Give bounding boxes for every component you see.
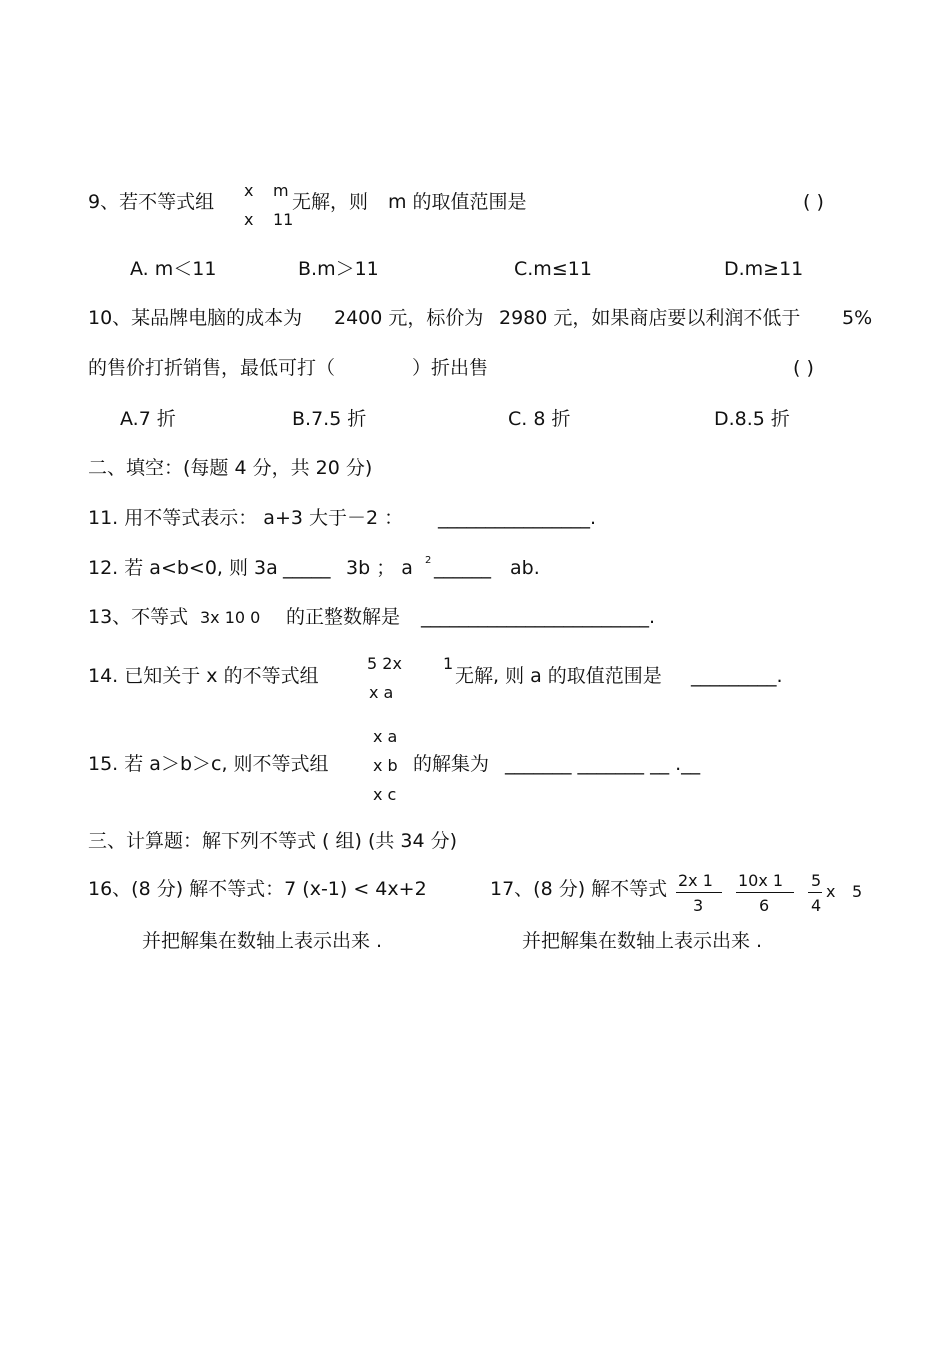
q9-option-c: C.m≤11: [514, 258, 592, 280]
q15-text-a: 15. 若 a＞b＞c, 则不等式组: [88, 753, 329, 775]
q9-answer-paren: ( ): [803, 191, 824, 213]
q13-inequality: 3x 10 0: [200, 608, 261, 627]
q17-fraction-2-numerator: 10x 1: [738, 871, 784, 890]
q10-option-b: B.7.5 折: [292, 408, 367, 430]
q10-option-a: A.7 折: [120, 408, 176, 430]
q14-answer-blank[interactable]: _________.: [691, 665, 783, 687]
q13-answer-blank[interactable]: ________________________.: [421, 606, 656, 628]
q10-option-c: C. 8 折: [508, 408, 571, 430]
q10-line2: 的售价打折销售，最低可打（: [88, 357, 336, 379]
q15-system-row3: x c: [373, 785, 397, 804]
q17-fraction-3-numerator: 5: [811, 871, 822, 890]
q14-system-row1-sup: 1: [443, 654, 454, 673]
q10-cost: 2400 元，标价为: [334, 307, 484, 329]
q10-answer-paren: ( ): [793, 357, 814, 379]
q10-line2-end: ）折出售: [412, 357, 489, 379]
q17-fraction-3-denominator: 4: [811, 896, 822, 915]
q11-answer-blank[interactable]: ________________.: [438, 507, 597, 529]
section-3-heading: 三、计算题：解下列不等式 ( 组) (共 34 分): [88, 830, 458, 852]
q11-text: 11. 用不等式表示： a+3 大于－2 ：: [88, 507, 404, 529]
q12-blank-2[interactable]: ______: [434, 557, 491, 579]
q14-text-a: 14. 已知关于 x 的不等式组: [88, 665, 319, 687]
q17-fraction-1-bar: [676, 892, 722, 893]
q14-system-row1: 5 2x: [367, 654, 402, 673]
q17-fraction-2-bar: [736, 892, 794, 893]
q15-text-b: 的解集为: [413, 753, 490, 775]
q12-blank-1[interactable]: _____: [283, 557, 331, 579]
q17-variable-x: x: [826, 882, 836, 901]
q9-range-text: m 的取值范围是: [388, 191, 527, 213]
q16-subtext: 并把解集在数轴上表示出来 .: [142, 930, 383, 952]
q12-text-c: ab.: [510, 557, 540, 579]
q10-price: 2980 元，如果商店要以利润不低于: [499, 307, 801, 329]
q9-system-m: m: [273, 181, 289, 200]
q15-answer-blank[interactable]: _______ _______ __ .__: [505, 753, 701, 775]
q17-text: 17、(8 分) 解不等式: [490, 878, 668, 900]
q10-percent: 5%: [842, 307, 873, 329]
q9-system-11: 11: [273, 210, 294, 229]
q9-option-d: D.m≥11: [724, 258, 804, 280]
q9-stem: 9、若不等式组: [88, 191, 215, 213]
q9-option-b: B.m＞11: [298, 258, 379, 280]
q17-constant-5: 5: [852, 882, 863, 901]
section-2-heading: 二、填空：(每题 4 分，共 20 分): [88, 457, 373, 479]
q17-fraction-1-denominator: 3: [693, 896, 704, 915]
q17-fraction-2-denominator: 6: [759, 896, 770, 915]
q9-option-a: A. m＜11: [130, 258, 217, 280]
q13-text-b: 的正整数解是: [286, 606, 401, 628]
q14-text-b: 无解, 则 a 的取值范围是: [455, 665, 662, 687]
q12-text-a: 12. 若 a<b<0, 则 3a: [88, 557, 278, 579]
q10-line1: 10、某品牌电脑的成本为: [88, 307, 303, 329]
q9-system-x1: x: [244, 181, 254, 200]
q12-superscript: 2: [425, 555, 432, 566]
q12-text-b: 3b ； a: [346, 557, 413, 579]
q9-no-solution: 无解，则: [292, 191, 369, 213]
q15-system-row1: x a: [373, 727, 398, 746]
q13-text-a: 13、不等式: [88, 606, 189, 628]
q10-option-d: D.8.5 折: [714, 408, 790, 430]
q14-system-row2: x a: [369, 683, 394, 702]
q17-fraction-1-numerator: 2x 1: [678, 871, 713, 890]
q9-system-x2: x: [244, 210, 254, 229]
q15-system-row2: x b: [373, 756, 398, 775]
q17-fraction-3-bar: [808, 892, 822, 893]
q17-subtext: 并把解集在数轴上表示出来 .: [522, 930, 763, 952]
q16-text: 16、(8 分) 解不等式：7 (x-1) < 4x+2: [88, 878, 427, 900]
